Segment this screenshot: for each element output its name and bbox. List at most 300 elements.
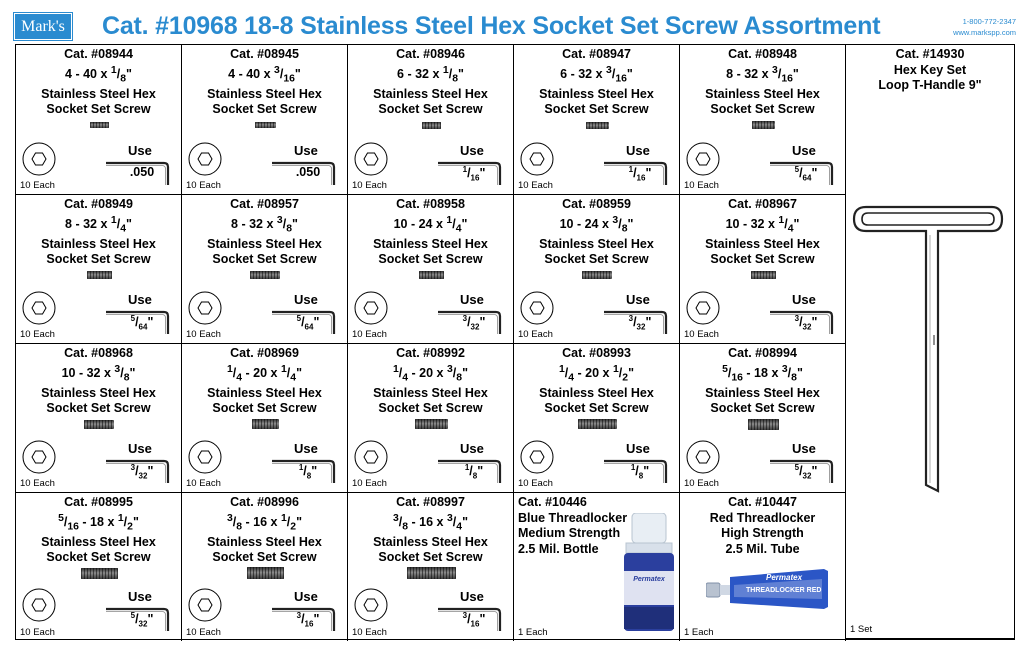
length-fraction-denominator: 8 bbox=[791, 372, 797, 384]
size-fraction-numerator: 1 bbox=[110, 214, 117, 226]
product-info bbox=[182, 495, 347, 566]
quantity-label: 1 Each bbox=[684, 627, 714, 638]
key-fraction-denominator: 32 bbox=[802, 471, 812, 481]
brand-name: Permatex bbox=[633, 576, 665, 583]
length-fraction-denominator: 8 bbox=[456, 372, 463, 384]
set-screw-image bbox=[81, 568, 118, 579]
quantity-label: 10 Each bbox=[352, 329, 387, 340]
set-screw-image bbox=[586, 122, 609, 129]
catalog-number: Cat. #08995 bbox=[64, 495, 133, 509]
catalog-number: Cat. #08948 bbox=[728, 47, 797, 61]
hex-socket-icon bbox=[354, 142, 388, 176]
screw-size: 8 - 32 x $^1/_4$" bbox=[65, 214, 132, 235]
product-cell bbox=[514, 195, 680, 344]
quantity-label: 10 Each bbox=[186, 478, 221, 489]
catalog-number: Cat. #08969 bbox=[230, 346, 299, 360]
length-fraction-numerator: 1 bbox=[280, 363, 287, 375]
size-fraction-numerator: 3 bbox=[772, 64, 778, 76]
product-type: Socket Set Screw bbox=[378, 252, 483, 267]
key-fraction-numerator: 1 bbox=[462, 165, 468, 174]
product-info bbox=[182, 47, 347, 118]
hex-socket-icon bbox=[520, 291, 554, 325]
product-material: Stainless Steel Hex bbox=[41, 86, 156, 101]
use-label: Use bbox=[792, 441, 816, 456]
product-info bbox=[846, 47, 1014, 94]
set-screw-image bbox=[90, 122, 109, 128]
quantity-label: 10 Each bbox=[684, 180, 719, 191]
catalog-number: Cat. #08957 bbox=[230, 197, 299, 211]
catalog-number: Cat. #08959 bbox=[562, 197, 631, 211]
hex-socket-icon bbox=[22, 440, 56, 474]
quantity-label: 10 Each bbox=[518, 329, 553, 340]
use-label: Use bbox=[128, 589, 152, 604]
product-type: Socket Set Screw bbox=[212, 401, 317, 416]
use-label: Use bbox=[626, 441, 650, 456]
set-screw-image bbox=[751, 271, 776, 279]
key-fraction-numerator: 5 bbox=[130, 314, 136, 323]
set-screw-image bbox=[748, 419, 779, 430]
product-info bbox=[514, 47, 679, 118]
key-fraction-numerator: 5 bbox=[296, 314, 302, 323]
length-fraction-numerator: 1 bbox=[612, 363, 619, 375]
catalog-number: Cat. #08949 bbox=[64, 197, 133, 211]
set-screw-image bbox=[250, 271, 280, 279]
size-fraction-numerator: 1 bbox=[226, 363, 233, 375]
product-material: Stainless Steel Hex bbox=[41, 385, 156, 400]
use-label: Use bbox=[294, 143, 318, 158]
quantity-label: 10 Each bbox=[518, 478, 553, 489]
product-info bbox=[348, 47, 513, 118]
size-fraction-numerator: 1 bbox=[442, 64, 449, 76]
size-fraction-denominator: 16 bbox=[731, 372, 743, 384]
use-label: Use bbox=[460, 589, 484, 604]
product-info bbox=[182, 197, 347, 268]
product-cell bbox=[348, 195, 514, 344]
quantity-label: 1 Set bbox=[850, 624, 873, 635]
product-info bbox=[348, 197, 513, 268]
product-package: 2.5 Mil. Tube bbox=[725, 541, 800, 556]
key-fraction-denominator: 16 bbox=[636, 173, 646, 183]
product-type: Socket Set Screw bbox=[46, 550, 151, 565]
product-description: Loop T-Handle 9" bbox=[878, 78, 982, 92]
key-fraction-numerator: 5 bbox=[130, 611, 136, 620]
length-fraction-denominator: 2 bbox=[127, 521, 133, 533]
hex-socket-icon bbox=[354, 291, 388, 325]
key-fraction-numerator: 5 bbox=[794, 165, 800, 174]
product-type: Socket Set Screw bbox=[710, 252, 815, 267]
product-type: Socket Set Screw bbox=[544, 401, 649, 416]
product-info bbox=[16, 346, 181, 417]
quantity-label: 10 Each bbox=[518, 180, 553, 191]
size-fraction-denominator: 4 bbox=[455, 223, 462, 235]
hex-socket-icon bbox=[188, 440, 222, 474]
product-cell bbox=[182, 195, 348, 344]
product-info bbox=[16, 197, 181, 268]
use-label: Use bbox=[460, 441, 484, 456]
set-screw-image bbox=[252, 419, 279, 429]
use-label: Use bbox=[128, 143, 152, 158]
product-type: Socket Set Screw bbox=[46, 102, 151, 117]
set-screw-image bbox=[87, 271, 112, 279]
key-fraction-denominator: 32 bbox=[138, 471, 148, 481]
use-label: Use bbox=[294, 589, 318, 604]
screw-size: 4 - 40 x $^1/_8$" bbox=[65, 64, 132, 85]
key-fraction-denominator: 64 bbox=[304, 322, 314, 332]
screw-size: 6 - 32 x $^1/_8$" bbox=[397, 64, 464, 85]
hex-socket-icon bbox=[188, 291, 222, 325]
size-fraction-numerator: 5 bbox=[58, 512, 64, 524]
hex-socket-icon bbox=[22, 142, 56, 176]
hex-key-size: $^3/_{32}$" bbox=[462, 314, 486, 332]
quantity-label: 10 Each bbox=[186, 180, 221, 191]
size-fraction-numerator: 5 bbox=[722, 363, 728, 375]
key-fraction-denominator: 32 bbox=[470, 322, 480, 332]
hex-socket-icon bbox=[22, 588, 56, 622]
product-material: Stainless Steel Hex bbox=[539, 86, 654, 101]
use-label: Use bbox=[294, 292, 318, 307]
product-material: Stainless Steel Hex bbox=[539, 236, 654, 251]
screw-size: $^1/_4 - 20$ x $^1/_4$" bbox=[226, 363, 302, 384]
product-cell bbox=[514, 45, 680, 195]
size-fraction-numerator: 3 bbox=[114, 363, 121, 375]
product-material: Stainless Steel Hex bbox=[705, 236, 820, 251]
product-package: 2.5 Mil. Bottle bbox=[518, 541, 599, 556]
product-cell-blue-threadlocker bbox=[514, 493, 680, 641]
product-material: Stainless Steel Hex bbox=[539, 385, 654, 400]
use-label: Use bbox=[792, 292, 816, 307]
use-label: Use bbox=[128, 292, 152, 307]
key-fraction-denominator: 64 bbox=[802, 173, 812, 183]
set-screw-image bbox=[582, 271, 612, 279]
use-label: Use bbox=[626, 292, 650, 307]
product-type: Socket Set Screw bbox=[212, 102, 317, 117]
hex-key-size: $^3/_{16}$" bbox=[296, 611, 320, 629]
product-info bbox=[348, 346, 513, 417]
product-cell bbox=[16, 195, 182, 344]
hex-key-size: $^5/_{32}$" bbox=[794, 463, 818, 481]
product-info bbox=[348, 495, 513, 566]
t-handle-hex-key-image bbox=[852, 195, 1004, 495]
size-fraction-denominator: 4 bbox=[787, 223, 794, 235]
product-name: Red Threadlocker bbox=[709, 510, 816, 525]
catalog-number: Cat. #08996 bbox=[230, 495, 299, 509]
product-material: Stainless Steel Hex bbox=[41, 534, 156, 549]
quantity-label: 10 Each bbox=[20, 180, 55, 191]
hex-key-size: $^5/_{64}$" bbox=[794, 165, 818, 183]
product-type: Socket Set Screw bbox=[212, 550, 317, 565]
screw-size: 10 - 32 x $^1/_4$" bbox=[725, 214, 800, 235]
use-label: Use bbox=[460, 292, 484, 307]
screw-size: 8 - 32 x $^3/_8$" bbox=[231, 214, 298, 235]
product-cell bbox=[16, 344, 182, 493]
key-fraction-numerator: 1 bbox=[464, 463, 470, 472]
quantity-label: 10 Each bbox=[352, 478, 387, 489]
catalog-number: Cat. #08992 bbox=[396, 346, 465, 360]
hex-key-size: $^1/_{16}$" bbox=[462, 165, 486, 183]
set-screw-image bbox=[422, 122, 441, 129]
product-material: Stainless Steel Hex bbox=[705, 385, 820, 400]
phone-number: 1-800-772-2347 bbox=[962, 17, 1016, 26]
hex-key-size: $^3/_{16}$" bbox=[462, 611, 486, 629]
hex-key-size: $^3/_{32}$" bbox=[130, 463, 154, 481]
hex-key-size bbox=[282, 165, 334, 179]
set-screw-image bbox=[419, 271, 444, 279]
quantity-label: 10 Each bbox=[352, 180, 387, 191]
screw-size: 10 - 24 x $^3/_8$" bbox=[559, 214, 634, 235]
contact-info bbox=[930, 16, 1016, 38]
product-material: Stainless Steel Hex bbox=[373, 385, 488, 400]
hex-socket-icon bbox=[520, 142, 554, 176]
product-cell bbox=[680, 195, 846, 344]
size-fraction-denominator: 8 bbox=[452, 73, 458, 85]
key-fraction-numerator: 3 bbox=[462, 314, 468, 323]
quantity-label: 10 Each bbox=[684, 478, 719, 489]
hex-socket-icon bbox=[354, 588, 388, 622]
hex-key-size: $^5/_{64}$" bbox=[296, 314, 320, 332]
product-type: Socket Set Screw bbox=[46, 252, 151, 267]
key-fraction-denominator: 16 bbox=[470, 619, 480, 629]
product-info bbox=[182, 346, 347, 417]
key-fraction-numerator: 1 bbox=[630, 463, 636, 472]
product-material: Stainless Steel Hex bbox=[373, 236, 488, 251]
size-fraction-denominator: 8 bbox=[236, 521, 243, 533]
hex-key-size: $^5/_{64}$" bbox=[130, 314, 154, 332]
threadlocker-bottle-image bbox=[622, 513, 676, 633]
size-fraction-numerator: 1 bbox=[446, 214, 453, 226]
marks-logo: Mark's bbox=[14, 13, 72, 40]
set-screw-image bbox=[578, 419, 617, 429]
key-fraction-denominator: 32 bbox=[636, 322, 646, 332]
product-cell bbox=[348, 45, 514, 195]
product-material: Stainless Steel Hex bbox=[373, 86, 488, 101]
hex-socket-icon bbox=[22, 291, 56, 325]
key-decimal: .050 bbox=[129, 165, 155, 179]
length-fraction-numerator: 3 bbox=[446, 363, 453, 375]
size-fraction-denominator: 4 bbox=[236, 372, 243, 384]
product-type: Socket Set Screw bbox=[212, 252, 317, 267]
catalog-number: Cat. #08997 bbox=[396, 495, 465, 509]
product-info bbox=[680, 346, 845, 417]
screw-size: 10 - 24 x $^1/_4$" bbox=[393, 214, 468, 235]
product-cell bbox=[680, 45, 846, 195]
key-fraction-numerator: 3 bbox=[462, 611, 468, 620]
set-screw-image bbox=[255, 122, 276, 128]
product-material: Stainless Steel Hex bbox=[207, 534, 322, 549]
use-label: Use bbox=[792, 143, 816, 158]
key-fraction-numerator: 5 bbox=[794, 463, 800, 472]
set-screw-image bbox=[84, 420, 114, 429]
size-fraction-denominator: 4 bbox=[568, 372, 575, 384]
hex-socket-icon bbox=[354, 440, 388, 474]
use-label: Use bbox=[626, 143, 650, 158]
product-info bbox=[514, 346, 679, 417]
use-label: Use bbox=[128, 441, 152, 456]
size-fraction-numerator: 1 bbox=[392, 363, 399, 375]
screw-size: 6 - 32 x $^3/_{16}$" bbox=[560, 64, 633, 85]
set-screw-image bbox=[407, 567, 456, 579]
catalog-number: Cat. #08947 bbox=[562, 47, 631, 61]
page-title: Cat. #10968 18-8 Stainless Steel Hex Socket Set Screw Assortment bbox=[102, 12, 881, 40]
size-fraction-numerator: 1 bbox=[558, 363, 565, 375]
product-material: Stainless Steel Hex bbox=[207, 385, 322, 400]
size-fraction-numerator: 3 bbox=[226, 512, 233, 524]
set-screw-image bbox=[752, 121, 775, 129]
key-fraction-numerator: 3 bbox=[794, 314, 800, 323]
size-fraction-denominator: 8 bbox=[402, 521, 409, 533]
hex-key-size: $^1/_{16}$" bbox=[628, 165, 652, 183]
screw-size: 4 - 40 x $^3/_{16}$" bbox=[228, 64, 301, 85]
size-fraction-denominator: 16 bbox=[67, 521, 79, 533]
key-fraction-numerator: 1 bbox=[298, 463, 304, 472]
hex-key-size bbox=[116, 165, 168, 179]
product-cell bbox=[182, 493, 348, 641]
product-info bbox=[680, 47, 845, 118]
hex-key-size: $^1/_8$" bbox=[630, 463, 650, 481]
hex-key-size: $^1/_8$" bbox=[464, 463, 484, 481]
length-fraction-denominator: 4 bbox=[456, 521, 463, 533]
product-cell bbox=[348, 493, 514, 641]
product-cell bbox=[348, 344, 514, 493]
size-fraction-denominator: 8 bbox=[621, 223, 628, 235]
product-material: Stainless Steel Hex bbox=[373, 534, 488, 549]
website: www.markspp.com bbox=[953, 28, 1016, 37]
key-fraction-denominator: 16 bbox=[304, 619, 314, 629]
hex-socket-icon bbox=[686, 440, 720, 474]
product-info bbox=[514, 197, 679, 268]
product-type: Socket Set Screw bbox=[710, 401, 815, 416]
product-type: Socket Set Screw bbox=[46, 401, 151, 416]
product-cell-hex-key-set bbox=[846, 45, 1014, 639]
size-fraction-denominator: 16 bbox=[615, 73, 627, 85]
use-label: Use bbox=[460, 143, 484, 158]
product-cell bbox=[680, 344, 846, 493]
product-info bbox=[16, 47, 181, 118]
size-fraction-numerator: 1 bbox=[110, 64, 117, 76]
product-type: Socket Set Screw bbox=[378, 550, 483, 565]
product-info bbox=[680, 495, 845, 557]
quantity-label: 10 Each bbox=[186, 627, 221, 638]
quantity-label: 10 Each bbox=[20, 329, 55, 340]
catalog-number: Cat. #14930 bbox=[895, 47, 965, 61]
screw-size: $^5/_{16} - 18$ x $^3/_8$" bbox=[722, 363, 803, 384]
size-fraction-denominator: 16 bbox=[781, 73, 793, 85]
product-grid bbox=[15, 44, 1015, 640]
product-type: Socket Set Screw bbox=[544, 102, 649, 117]
catalog-number: Cat. #10446 bbox=[518, 495, 587, 509]
key-fraction-numerator: 3 bbox=[296, 611, 302, 620]
product-type: Socket Set Screw bbox=[710, 102, 815, 117]
hex-socket-icon bbox=[520, 440, 554, 474]
catalog-number: Cat. #08993 bbox=[562, 346, 631, 360]
key-fraction-denominator: 32 bbox=[802, 322, 812, 332]
screw-size: $^1/_4 - 20$ x $^3/_8$" bbox=[392, 363, 468, 384]
set-screw-image bbox=[247, 567, 284, 579]
size-fraction-denominator: 16 bbox=[283, 73, 295, 85]
hex-key-size: $^1/_8$" bbox=[298, 463, 318, 481]
screw-size: $^3/_8 - 16$ x $^1/_2$" bbox=[226, 512, 302, 533]
size-fraction-numerator: 3 bbox=[606, 64, 612, 76]
screw-size: $^3/_8 - 16$ x $^3/_4$" bbox=[392, 512, 468, 533]
hex-key-size: $^3/_{32}$" bbox=[794, 314, 818, 332]
brand-name: Permatex bbox=[766, 573, 803, 582]
key-fraction-numerator: 3 bbox=[628, 314, 634, 323]
key-fraction-denominator: 8 bbox=[638, 471, 644, 481]
size-fraction-denominator: 4 bbox=[120, 223, 126, 235]
screw-size: $^5/_{16} - 18$ x $^1/_2$" bbox=[58, 512, 139, 533]
length-fraction-denominator: 4 bbox=[290, 372, 297, 384]
length-fraction-numerator: 3 bbox=[446, 512, 453, 524]
length-fraction-denominator: 2 bbox=[290, 521, 297, 533]
key-fraction-denominator: 64 bbox=[138, 322, 148, 332]
size-fraction-numerator: 1 bbox=[778, 214, 785, 226]
size-fraction-denominator: 8 bbox=[286, 223, 292, 235]
quantity-label: 1 Each bbox=[518, 627, 548, 638]
screw-size: 10 - 32 x $^3/_8$" bbox=[61, 363, 136, 384]
hex-socket-icon bbox=[188, 142, 222, 176]
key-fraction-numerator: 3 bbox=[130, 463, 136, 472]
product-strength: High Strength bbox=[721, 526, 804, 540]
tube-label: THREADLOCKER RED bbox=[746, 587, 822, 594]
size-fraction-numerator: 3 bbox=[612, 214, 619, 226]
product-cell bbox=[16, 493, 182, 641]
catalog-number: Cat. #08958 bbox=[396, 197, 465, 211]
quantity-label: 10 Each bbox=[352, 627, 387, 638]
catalog-number: Cat. #10447 bbox=[728, 495, 797, 509]
size-fraction-denominator: 8 bbox=[120, 73, 126, 85]
product-type: Socket Set Screw bbox=[378, 102, 483, 117]
key-fraction-denominator: 8 bbox=[306, 471, 312, 481]
catalog-number: Cat. #08967 bbox=[728, 197, 797, 211]
catalog-number: Cat. #08968 bbox=[64, 346, 133, 360]
quantity-label: 10 Each bbox=[20, 627, 55, 638]
length-fraction-numerator: 1 bbox=[280, 512, 287, 524]
product-name: Blue Threadlocker bbox=[518, 510, 628, 525]
key-fraction-denominator: 32 bbox=[138, 619, 148, 629]
catalog-number: Cat. #08946 bbox=[396, 47, 465, 61]
hex-key-size: $^3/_{32}$" bbox=[628, 314, 652, 332]
product-material: Stainless Steel Hex bbox=[41, 236, 156, 251]
size-fraction-denominator: 4 bbox=[402, 372, 409, 384]
catalog-number: Cat. #08944 bbox=[64, 47, 133, 61]
hex-socket-icon bbox=[686, 291, 720, 325]
product-material: Stainless Steel Hex bbox=[705, 86, 820, 101]
product-cell bbox=[182, 344, 348, 493]
use-label: Use bbox=[294, 441, 318, 456]
product-material: Stainless Steel Hex bbox=[207, 236, 322, 251]
product-type: Socket Set Screw bbox=[378, 401, 483, 416]
size-fraction-numerator: 3 bbox=[274, 64, 280, 76]
length-fraction-numerator: 3 bbox=[781, 363, 788, 375]
product-name: Hex Key Set bbox=[893, 62, 967, 77]
catalog-number: Cat. #08994 bbox=[728, 346, 797, 360]
key-decimal: .050 bbox=[295, 165, 321, 179]
key-fraction-numerator: 1 bbox=[628, 165, 634, 174]
product-cell-red-threadlocker bbox=[680, 493, 846, 641]
size-fraction-denominator: 8 bbox=[123, 372, 130, 384]
quantity-label: 10 Each bbox=[684, 329, 719, 340]
product-cell bbox=[16, 45, 182, 195]
hex-socket-icon bbox=[188, 588, 222, 622]
catalog-number: Cat. #08945 bbox=[230, 47, 299, 61]
product-material: Stainless Steel Hex bbox=[207, 86, 322, 101]
key-fraction-denominator: 8 bbox=[472, 471, 478, 481]
product-strength: Medium Strength bbox=[518, 526, 621, 540]
length-fraction-numerator: 1 bbox=[117, 512, 124, 524]
product-type: Socket Set Screw bbox=[544, 252, 649, 267]
screw-size: 8 - 32 x $^3/_{16}$" bbox=[726, 64, 799, 85]
key-fraction-denominator: 16 bbox=[470, 173, 480, 183]
product-cell bbox=[514, 344, 680, 493]
